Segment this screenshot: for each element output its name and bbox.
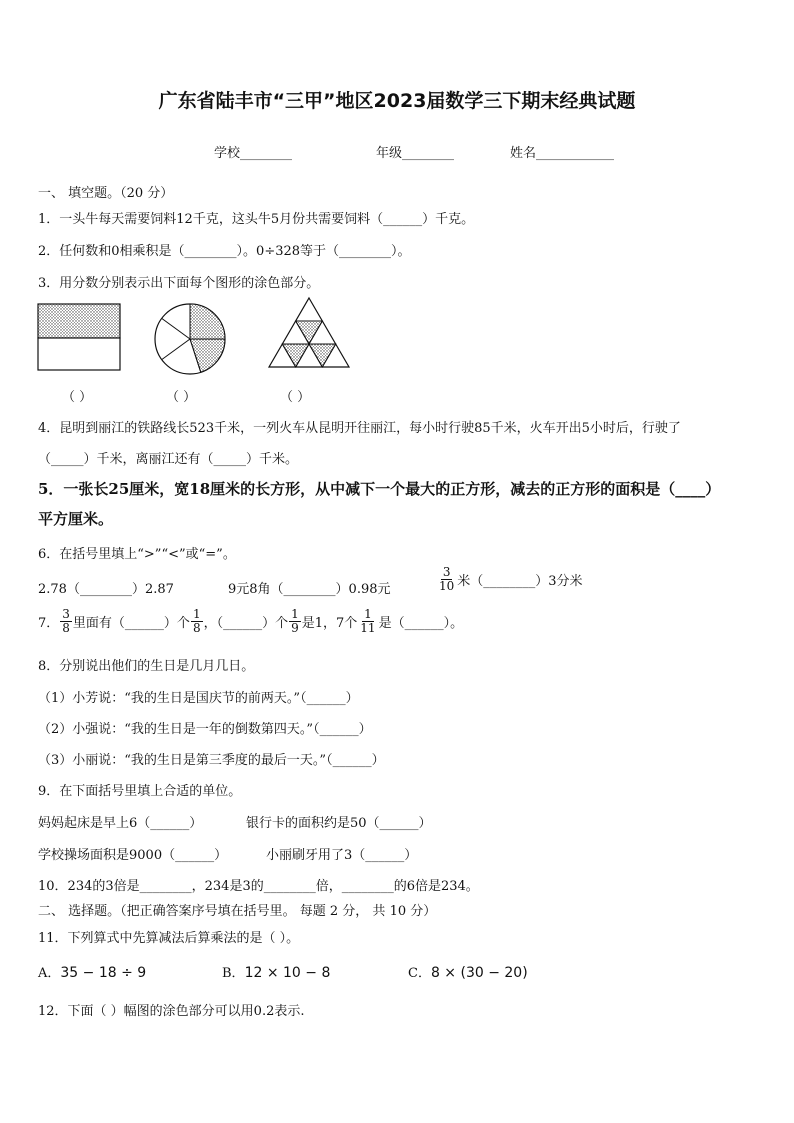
option-expression: 12 × 10 − 8 bbox=[244, 965, 331, 981]
q3-answer-2[interactable]: （ ） bbox=[166, 390, 197, 405]
question-9: 9．在下面括号里填上合适的单位。 bbox=[38, 784, 242, 799]
section-2-heading: 二、 选择题。（把正确答案序号填在括号里。 每题 2 分， 共 10 分） bbox=[38, 904, 437, 919]
q7-text-3: 是1，7个 bbox=[301, 616, 358, 631]
question-5-line-2: 平方厘米。 bbox=[38, 510, 114, 528]
fraction-numerator: 1 bbox=[364, 607, 372, 621]
fraction-denominator: 8 bbox=[192, 621, 201, 635]
q6-item-c-text: 米（________）3分米 bbox=[457, 574, 583, 589]
q8-item-2: （2）小强说：“我的生日是一年的倒数第四天。”（______） bbox=[38, 722, 372, 737]
option-label: B． bbox=[222, 966, 245, 981]
question-10: 10．234的3倍是________，234是3的________倍，________的6倍是234。 bbox=[38, 879, 479, 894]
name-field[interactable]: 姓名____________ bbox=[510, 146, 615, 161]
fraction-1-9 bbox=[289, 608, 301, 635]
fraction-1-8 bbox=[191, 608, 203, 635]
question-4-line-2: （_____）千米，离丽江还有（_____）千米。 bbox=[38, 452, 299, 467]
question-4-line-1: 4．昆明到丽江的铁路线长523千米，一列火车从昆明开往丽江，每小时行驶85千米，火车开出5小时后，行驶了 bbox=[38, 421, 681, 436]
q11-option-c bbox=[408, 962, 528, 981]
question-8: 8．分别说出他们的生日是几月几日。 bbox=[38, 659, 255, 674]
q7-label: 7． bbox=[38, 616, 60, 631]
q7-text-2: ，（______）个 bbox=[203, 616, 289, 631]
circle-figure bbox=[150, 300, 230, 378]
q9-item-4: 小丽刷牙用了3（______） bbox=[266, 848, 418, 863]
fraction-3-8 bbox=[60, 608, 72, 635]
q3-answer-3[interactable]: （ ） bbox=[280, 390, 311, 405]
question-3: 3．用分数分别表示出下面每个图形的涂色部分。 bbox=[38, 276, 320, 291]
fraction-denominator: 11 bbox=[360, 621, 376, 635]
fraction-denominator: 9 bbox=[291, 621, 299, 635]
q6-item-a: 2.78（________）2.87 bbox=[38, 582, 174, 597]
fraction-numerator: 1 bbox=[192, 607, 201, 621]
q6-item-c bbox=[436, 566, 583, 593]
school-field[interactable]: 学校________ bbox=[214, 146, 293, 161]
fraction-denominator: 10 bbox=[439, 579, 455, 593]
question-2: 2．任何数和0相乘积是（________）。0÷328等于（________）。 bbox=[38, 244, 411, 259]
triangle-figure bbox=[266, 296, 352, 370]
question-5-line-1: 5．一张长25厘米，宽18厘米的长方形，从中减下一个最大的正方形，减去的正方形的面积是（____） bbox=[38, 480, 721, 498]
q11-option-b bbox=[222, 962, 330, 981]
grade-field[interactable]: 年级________ bbox=[376, 146, 455, 161]
fraction-3-10 bbox=[437, 566, 456, 593]
fraction-numerator: 1 bbox=[291, 607, 299, 621]
rectangle-figure bbox=[36, 302, 122, 372]
fraction-1-11 bbox=[358, 608, 377, 635]
question-11: 11．下列算式中先算减法后算乘法的是（ ）。 bbox=[38, 931, 300, 946]
q3-answer-1[interactable]: （ ） bbox=[62, 390, 93, 405]
q9-item-2: 银行卡的面积约是50（______） bbox=[246, 816, 432, 831]
question-7 bbox=[38, 608, 463, 635]
fraction-numerator: 3 bbox=[62, 607, 70, 621]
option-expression: 35 − 18 ÷ 9 bbox=[60, 965, 147, 981]
q6-item-b: 9元8角（________）0.98元 bbox=[228, 582, 391, 597]
section-1-heading: 一、 填空题。（20 分） bbox=[38, 186, 174, 201]
option-label: A． bbox=[38, 966, 61, 981]
question-1: 1．一头牛每天需要饲料12千克，这头牛5月份共需要饲料（______）千克。 bbox=[38, 212, 475, 227]
option-expression: 8 × (30 − 20) bbox=[430, 965, 528, 981]
q8-item-3: （3）小丽说：“我的生日是第三季度的最后一天。”（______） bbox=[38, 753, 385, 768]
q9-item-3: 学校操场面积是9000（______） bbox=[38, 848, 228, 863]
q8-item-1: （1）小芳说：“我的生日是国庆节的前两天。”（______） bbox=[38, 691, 359, 706]
fraction-numerator: 3 bbox=[442, 565, 451, 579]
fraction-denominator: 8 bbox=[62, 621, 70, 635]
page-title: 广东省陆丰市“三甲”地区2023届数学三下期末经典试题 bbox=[158, 90, 636, 112]
question-12: 12．下面（ ）幅图的涂色部分可以用0.2表示. bbox=[38, 1004, 305, 1019]
question-6: 6．在括号里填上“>”“<”或“=”。 bbox=[38, 547, 236, 562]
q9-item-1: 妈妈起床是早上6（______） bbox=[38, 816, 203, 831]
q7-text-4: 是（______）。 bbox=[378, 616, 464, 631]
q11-option-a bbox=[38, 962, 146, 981]
q7-text-1: 里面有（______）个 bbox=[72, 616, 190, 631]
option-label: C． bbox=[408, 966, 431, 981]
